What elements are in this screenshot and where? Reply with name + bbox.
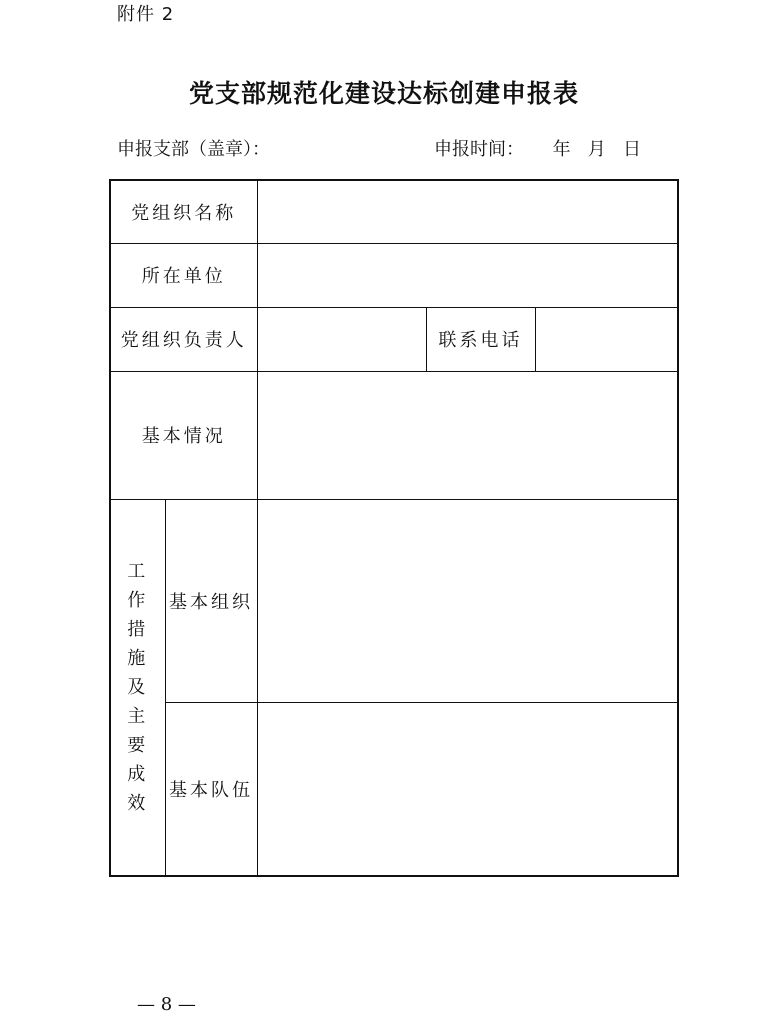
row-basic-team: [110, 702, 678, 876]
basic-org-field[interactable]: [257, 499, 678, 702]
declaration-form-table: [109, 179, 679, 877]
year-label: 年: [552, 139, 571, 160]
row-basic-situation: [110, 371, 678, 499]
org-name-label: 党组织名称: [110, 180, 257, 243]
basic-team-label: 基本队伍: [165, 702, 257, 876]
org-name-field[interactable]: [257, 180, 678, 243]
attachment-label: 附件 2: [117, 4, 175, 25]
work-measures-line: 措施: [127, 618, 149, 669]
leader-label: 党组织负责人: [110, 307, 257, 371]
work-measures-line: 主要: [127, 705, 149, 756]
phone-label: 联系电话: [426, 307, 535, 371]
basic-team-field[interactable]: [257, 702, 678, 876]
declaration-time: [434, 135, 641, 161]
time-label: 申报时间：: [434, 139, 524, 160]
row-leader: [110, 307, 678, 371]
unit-field[interactable]: [257, 243, 678, 307]
basic-org-label: 基本组织: [165, 499, 257, 702]
page-number: — 8 —: [137, 994, 196, 1015]
basic-situation-field[interactable]: [257, 371, 678, 499]
work-measures-line: 成效: [127, 763, 149, 814]
row-basic-org: [110, 499, 678, 702]
row-org-name: [110, 180, 678, 243]
work-measures-line: 工作: [127, 560, 149, 611]
row-unit: [110, 243, 678, 307]
work-measures-line: 及: [127, 676, 149, 698]
basic-situation-label: 基本情况: [110, 371, 257, 499]
form-title: 党支部规范化建设达标创建申报表: [188, 79, 579, 108]
phone-field[interactable]: [535, 307, 678, 371]
day-label: 日: [622, 139, 641, 160]
unit-label: 所在单位: [110, 243, 257, 307]
leader-field[interactable]: [257, 307, 426, 371]
month-label: 月: [587, 139, 606, 160]
branch-label: 申报支部（盖章）：: [117, 139, 270, 160]
work-measures-label: [110, 499, 165, 876]
work-measures-label-text: [118, 557, 158, 818]
